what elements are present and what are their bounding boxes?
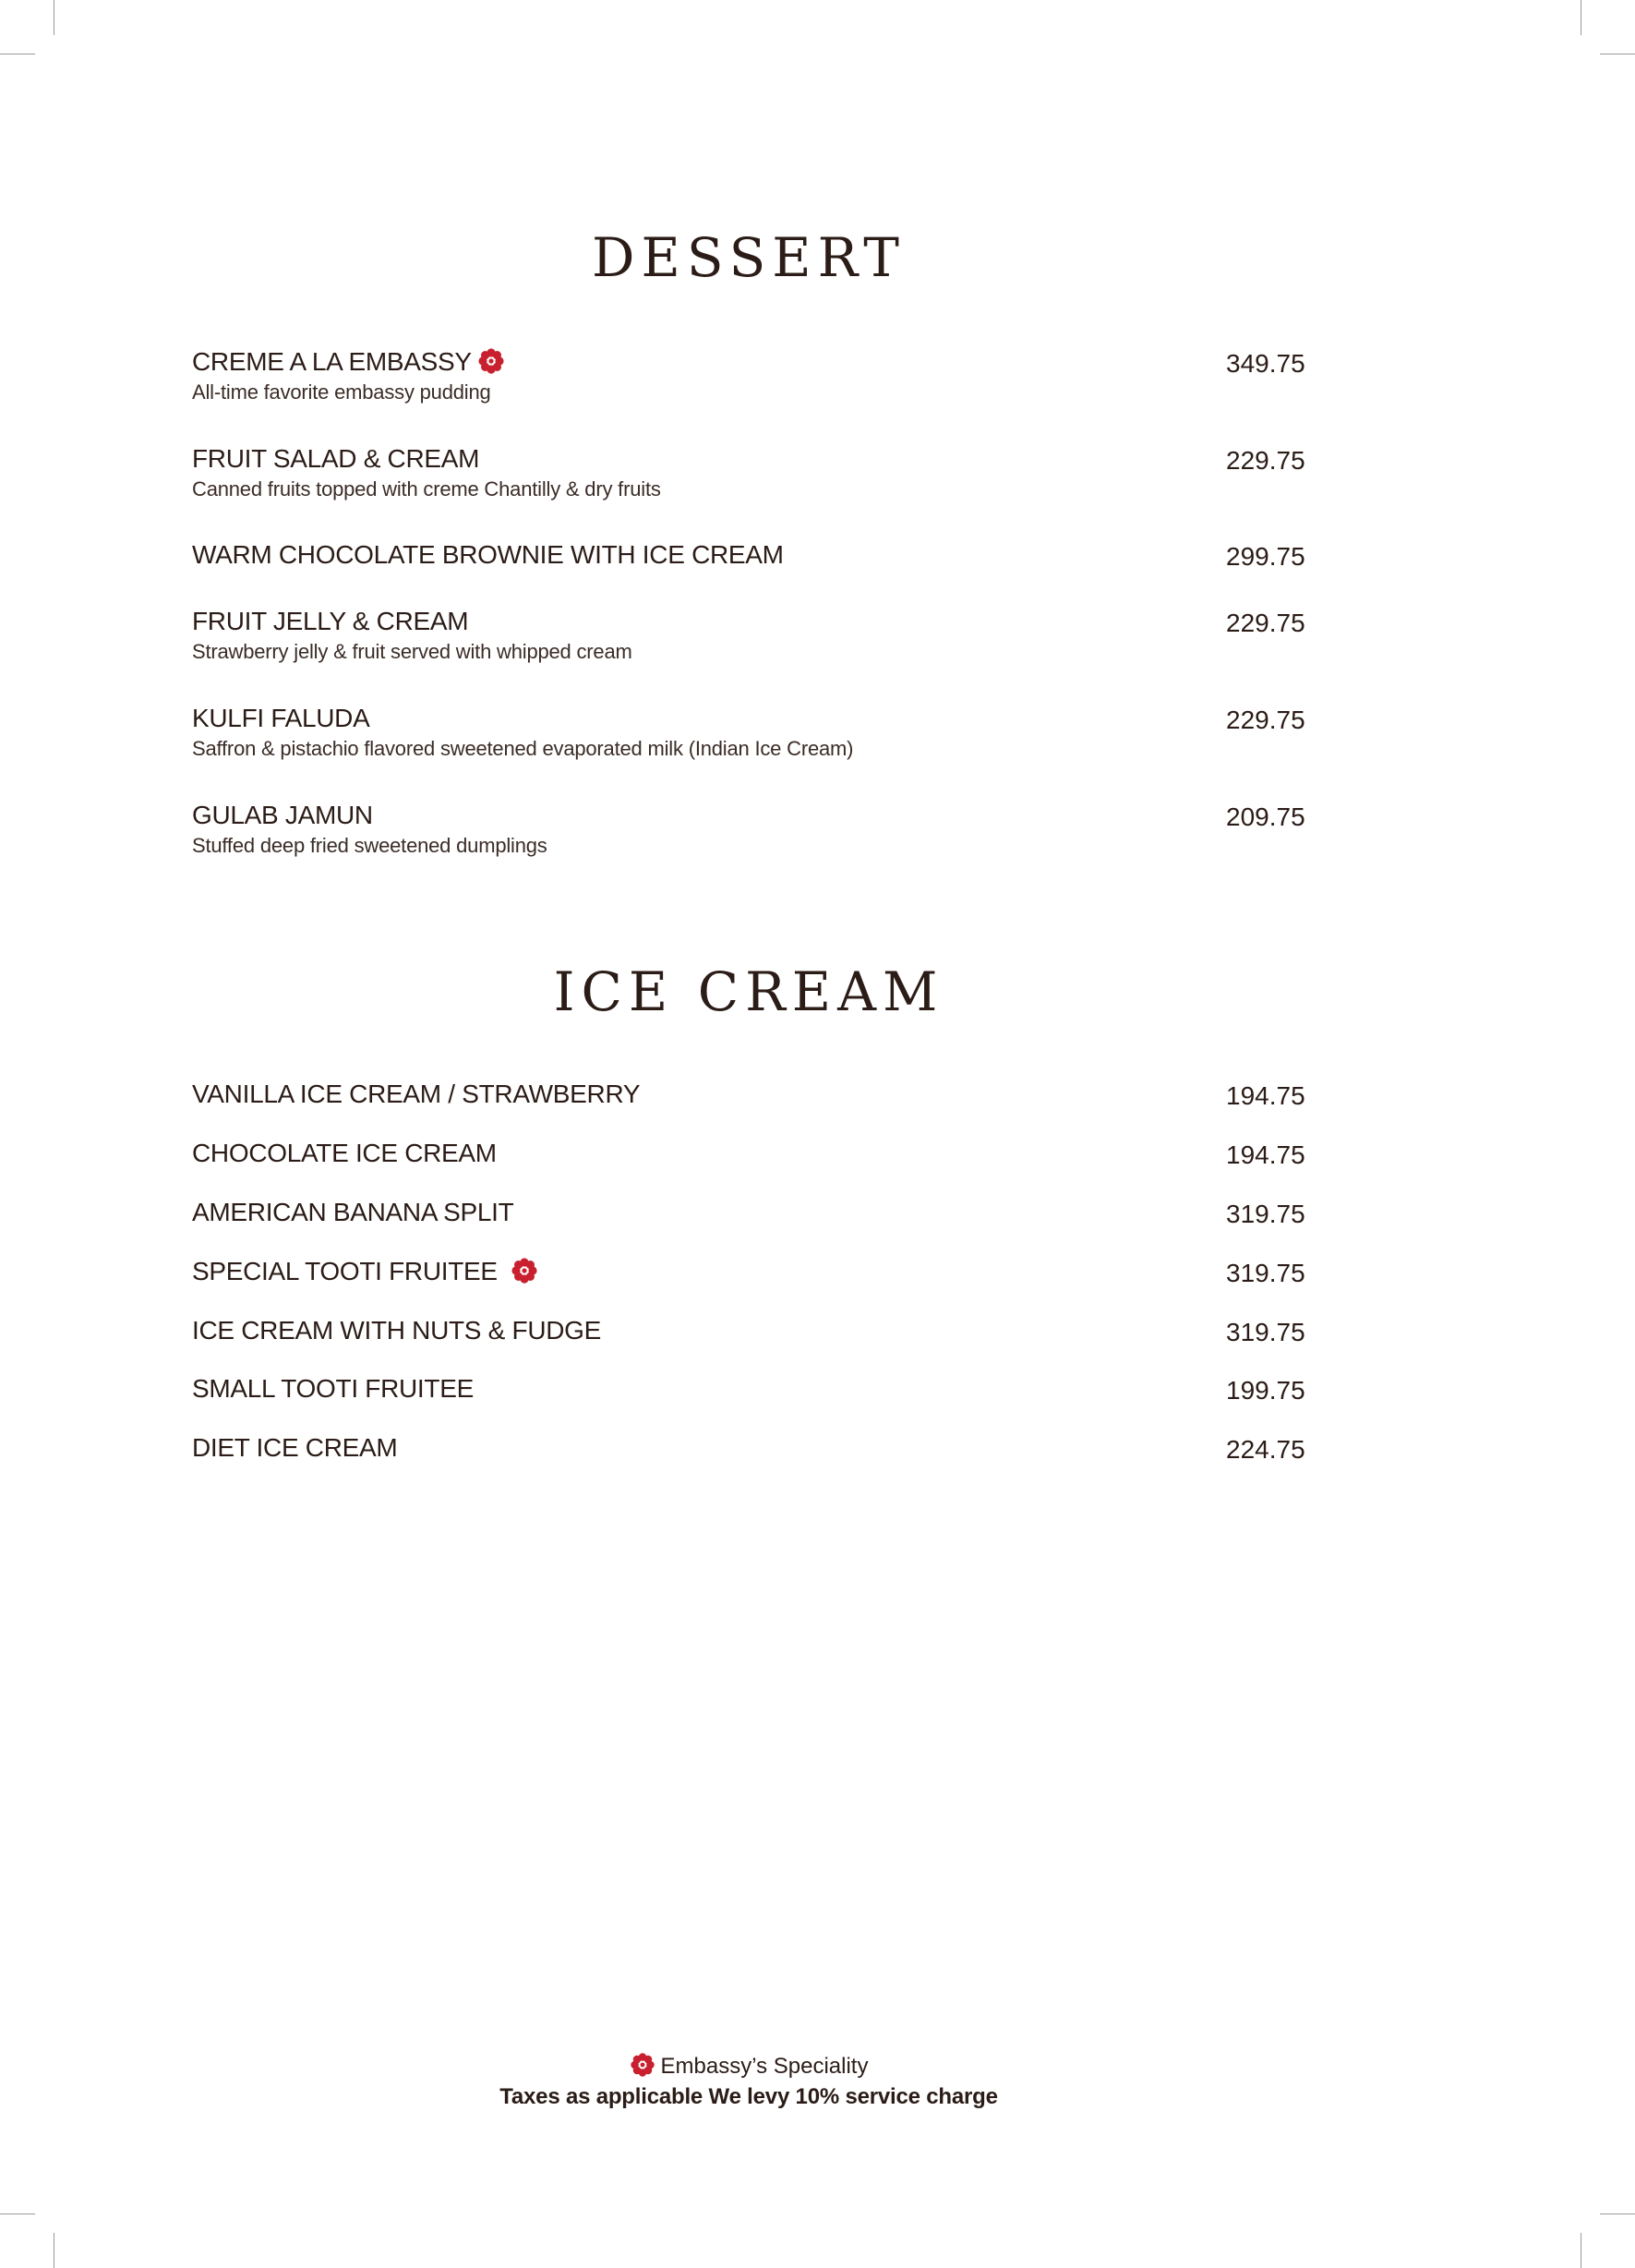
- item-price: 319.75: [1226, 1318, 1305, 1346]
- item-name: DIET ICE CREAM: [192, 1433, 398, 1462]
- section-title-ice-cream: ICE CREAM: [553, 960, 944, 1023]
- item-name: SPECIAL TOOTI FRUITEE: [192, 1256, 538, 1287]
- item-price: 194.75: [1226, 1140, 1305, 1169]
- item-name: AMERICAN BANANA SPLIT: [192, 1198, 514, 1226]
- item-description: Strawberry jelly & fruit served with whipped cream: [192, 640, 632, 663]
- item-name: SMALL TOOTI FRUITEE: [192, 1374, 474, 1403]
- item-name: FRUIT JELLY & CREAM: [192, 607, 469, 635]
- item-price: 319.75: [1226, 1259, 1305, 1287]
- item-name: ICE CREAM WITH NUTS & FUDGE: [192, 1316, 602, 1345]
- item-price: 194.75: [1226, 1081, 1305, 1110]
- item-name: FRUIT SALAD & CREAM: [192, 444, 480, 473]
- item-name: CREME A LA EMBASSY: [192, 346, 505, 378]
- speciality-legend: [0, 2052, 1497, 2081]
- item-name: KULFI FALUDA: [192, 704, 370, 732]
- item-price: 229.75: [1226, 609, 1305, 637]
- tax-note: Taxes as applicable We levy 10% service charge: [499, 2084, 998, 2109]
- item-price: 299.75: [1226, 542, 1305, 571]
- section-title-dessert: DESSERT: [592, 226, 906, 289]
- item-name: VANILLA ICE CREAM / STRAWBERRY: [192, 1080, 641, 1108]
- flower-icon: [511, 1257, 538, 1285]
- item-price: 349.75: [1226, 349, 1305, 378]
- legend-text: Embassy’s Speciality: [660, 2054, 869, 2079]
- item-name: CHOCOLATE ICE CREAM: [192, 1139, 497, 1167]
- item-description: Saffron & pistachio flavored sweetened evaporated milk (Indian Ice Cream): [192, 737, 854, 760]
- item-description: All-time favorite embassy pudding: [192, 380, 491, 404]
- item-price: 199.75: [1226, 1376, 1305, 1405]
- flower-icon: [630, 2052, 655, 2078]
- item-description: Stuffed deep fried sweetened dumplings: [192, 834, 547, 857]
- item-name: WARM CHOCOLATE BROWNIE WITH ICE CREAM: [192, 540, 784, 569]
- flower-icon: [477, 347, 505, 375]
- item-name: GULAB JAMUN: [192, 801, 373, 829]
- item-price: 209.75: [1226, 802, 1305, 831]
- item-price: 224.75: [1226, 1435, 1305, 1464]
- item-price: 229.75: [1226, 446, 1305, 475]
- item-price: 229.75: [1226, 706, 1305, 734]
- item-description: Canned fruits topped with creme Chantilly & dry fruits: [192, 477, 661, 501]
- item-price: 319.75: [1226, 1200, 1305, 1228]
